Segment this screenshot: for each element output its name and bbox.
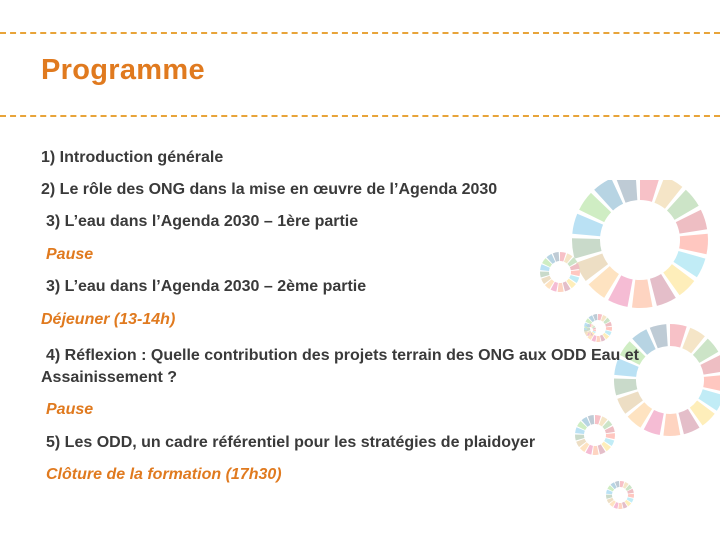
agenda-item-reflexion: 4) Réflexion : Quelle contribution des projets terrain des ONG aux ODD Eau et Assainissement ? — [41, 347, 639, 386]
agenda-item-eau-partie-2: 3) L’eau dans l’Agenda 2030 – 2ème partie — [46, 278, 367, 295]
slide-title: Programme — [41, 54, 205, 86]
agenda-item-pause-1: Pause — [46, 246, 94, 263]
agenda-item-eau-partie-1: 3) L’eau dans l’Agenda 2030 – 1ère partie — [46, 213, 359, 230]
agenda-item-pause-2: Pause — [46, 401, 94, 418]
agenda-item-cloture: Clôture de la formation (17h30) — [46, 466, 282, 483]
agenda-item-dejeuner: Déjeuner (13-14h) — [41, 311, 176, 328]
agenda-item-role-ong: 2) Le rôle des ONG dans la mise en œuvre de l’Agenda 2030 — [41, 181, 498, 198]
agenda-item-odd-plaidoyer: 5) Les ODD, un cadre référentiel pour les stratégies de plaidoyer — [46, 434, 536, 451]
agenda-item-introduction: 1) Introduction générale — [41, 149, 224, 166]
